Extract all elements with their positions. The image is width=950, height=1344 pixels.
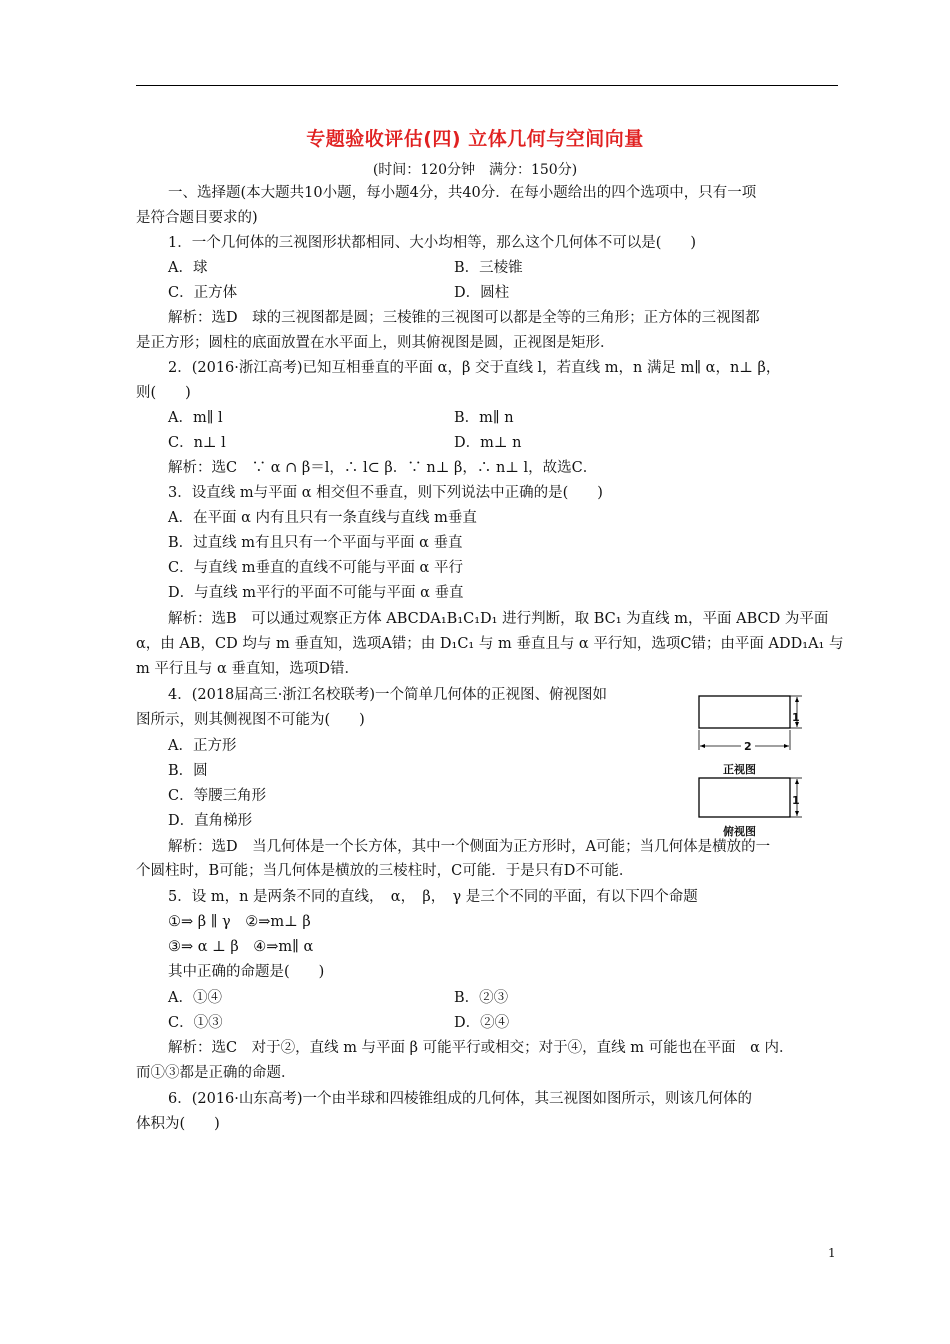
option-d: D．②④ [454,1015,510,1031]
option-b: B．过直线 m有且只有一个平面与平面 α 垂直 [168,535,463,551]
solution-3: 解析：选B 可以通过观察正方体 ABCDA₁B₁C₁D₁ 进行判断，取 BC₁ 为直线 m，平面 ABCD 为平面 [168,611,829,627]
top-view-caption: 俯视图 [723,825,756,838]
exam-info: (时间：120分钟 满分：150分) [372,162,578,178]
solution-5: 解析：选C 对于②，直线 m 与平面 β 可能平行或相交；对于④，直线 m 可能也在平面 α 内． [168,1040,794,1056]
page-title: 专题验收评估(四) 立体几何与空间向量 [306,128,644,150]
option-c: C．等腰三角形 [168,788,267,804]
option-a: A．在平面 α 内有且只有一条直线与直线 m垂直 [168,510,477,526]
solution-1: 解析：选D 球的三视图都是圆；三棱锥的三视图可以都是全等的三角形；正方体的三视图都 [168,310,760,326]
option-c: C．正方体 [168,285,238,301]
option-b: B．三棱锥 [454,260,523,276]
option-c: C．与直线 m垂直的直线不可能与平面 α 平行 [168,560,463,576]
question-5: 5．设 m，n 是两条不同的直线， α， β， γ 是三个不同的平面，有以下四个命题 [168,889,698,905]
question-1: 1．一个几何体的三视图形状都相同、大小均相等，那么这个几何体不可以是( ) [168,235,697,251]
option-d: D．圆柱 [454,285,510,301]
option-d: D．m⊥ n [454,435,522,451]
top-height-label: 1 [792,794,800,807]
section-heading-cont: 是符合题目要求的) [136,210,258,226]
solution-2: 解析：选C ∵ α ∩ β＝l，∴ l⊂ β．∵ n⊥ β，∴ n⊥ l，故选C． [168,460,598,476]
question-2: 2．(2016·浙江高考)已知互相垂直的平面 α，β 交于直线 l，若直线 m，n 满足 m∥ α，n⊥ β， [168,360,781,376]
header-rule [136,85,838,86]
solution-5-cont: 而①③都是正确的命题． [136,1065,296,1081]
option-b: B．②③ [454,990,509,1006]
option-a: A．m∥ l [168,410,223,426]
question-2-cont: 则( ) [136,385,191,401]
option-a: A．正方形 [168,738,237,754]
width-label: 2 [741,740,755,753]
question-6-cont: 体积为( ) [136,1116,220,1132]
option-d: D．直角梯形 [168,813,253,829]
top-view-rect [699,778,790,817]
solution-1-cont: 是正方形；圆柱的底面放置在水平面上，则其俯视图是圆，正视图是矩形． [136,335,615,351]
page-number: 1 [828,1246,836,1260]
front-view-rect [699,696,790,728]
option-a: A．球 [168,260,208,276]
solution-3-cont: m 平行且与 α 垂直知，选项D错． [136,661,359,677]
option-a: A．①④ [168,990,222,1006]
option-b: B．圆 [168,763,208,779]
option-d: D．与直线 m平行的平面不可能与平面 α 垂直 [168,585,464,601]
front-height-label: 1 [792,711,800,724]
section-heading: 一、选择题(本大题共10小题，每小题4分，共40分．在每小题给出的四个选项中，只有一项 [168,185,757,201]
option-b: B．m∥ n [454,410,514,426]
question-5-prompt: 其中正确的命题是( ) [168,964,325,980]
question-6: 6．(2016·山东高考)一个由半球和四棱锥组成的几何体，其三视图如图所示，则该几何体的 [168,1091,753,1107]
option-c: C．①③ [168,1015,223,1031]
proposition-row-1: ①⇒ β ∥ γ ②⇒m⊥ β [168,914,311,930]
solution-4-cont: 个圆柱时，B可能；当几何体是横放的三棱柱时，C可能．于是只有D不可能． [136,863,634,879]
question-4-cont: 图所示，则其侧视图不可能为( ) [136,712,365,728]
solution-3-cont: α，由 AB，CD 均与 m 垂直知，选项A错；由 D₁C₁ 与 m 垂直且与 α 平行知，选项C错；由平面 ADD₁A₁ 与 [136,636,844,652]
question-3: 3．设直线 m与平面 α 相交但不垂直，则下列说法中正确的是( ) [168,485,603,501]
front-view-caption: 正视图 [723,763,756,776]
question-4: 4．(2018届高三·浙江名校联考)一个简单几何体的正视图、俯视图如 [168,687,608,703]
option-c: C．n⊥ l [168,435,226,451]
solution-4: 解析：选D 当几何体是一个长方体，其中一个侧面为正方形时，A可能；当几何体是横放的一 [168,839,771,855]
proposition-row-2: ③⇒ α ⊥ β ④⇒m∥ α [168,939,314,955]
